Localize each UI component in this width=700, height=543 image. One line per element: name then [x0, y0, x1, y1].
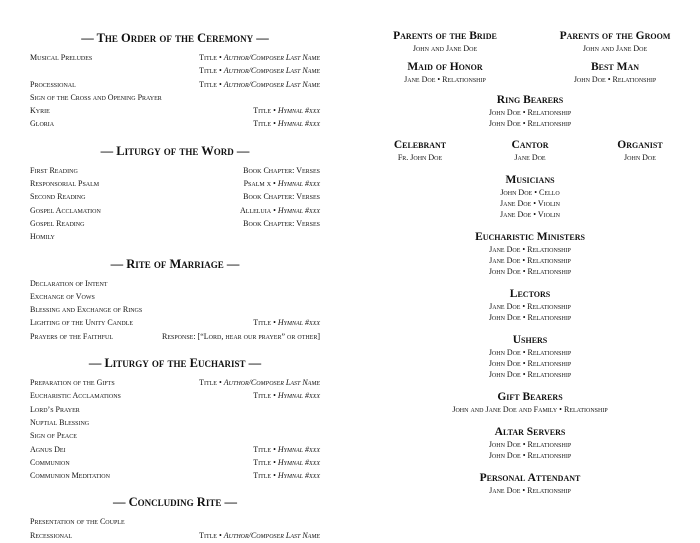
- program-row: [30, 178, 320, 189]
- parents-of-the-groom: [540, 30, 690, 54]
- wedding-party-column: [370, 30, 690, 496]
- eucharistic-ministers: [370, 231, 690, 277]
- role-name: John Doe • Relationship: [488, 440, 572, 449]
- program-item-value: Title • Hymnal #xxx: [253, 119, 320, 129]
- role-name: John Doe • Relationship: [573, 75, 657, 84]
- cantor: [480, 139, 580, 163]
- role-name: John Doe • Relationship: [488, 348, 572, 357]
- program-row: [30, 291, 320, 302]
- section-title: — Rite of Marriage —: [110, 256, 240, 271]
- altar-servers: [370, 426, 690, 461]
- program-item-value: Book Chapter: Verses: [243, 165, 320, 175]
- program-item-label: Gloria: [30, 119, 55, 129]
- program-row: [30, 218, 320, 229]
- program-item-label: Sign of Peace: [30, 431, 77, 441]
- program-item-label: Second Reading: [30, 192, 86, 202]
- program-item-label: Presentation of the Couple: [30, 517, 125, 527]
- role-name: John and Jane Doe and Family • Relationship: [452, 405, 608, 414]
- role-name: Jane Doe • Violin: [500, 210, 560, 219]
- program-item-label: Gospel Acclamation: [30, 205, 101, 215]
- role-name: John Doe: [624, 153, 656, 162]
- program-item-label: Prayers of the Faithful: [30, 331, 114, 341]
- celebrant: [370, 139, 470, 163]
- program-row: [30, 205, 320, 216]
- program-item-label: Lord’s Prayer: [30, 404, 80, 414]
- program-item-label: Musical Preludes: [30, 53, 93, 62]
- role-name: Jane Doe • Relationship: [489, 245, 571, 254]
- section-title: — Liturgy of the Word —: [100, 143, 250, 158]
- program-row: [30, 444, 320, 455]
- role-name: John Doe • Relationship: [488, 451, 572, 460]
- program-item-label: Gospel Reading: [30, 218, 85, 228]
- best-man: [540, 61, 690, 85]
- program-row: [30, 304, 320, 315]
- program-item-label: Exchange of Vows: [30, 291, 95, 301]
- role-heading: Maid of Honor: [407, 61, 483, 73]
- program-row: [30, 530, 320, 541]
- role-name: John Doe • Relationship: [488, 370, 572, 379]
- role-heading: Parents of the Bride: [393, 30, 497, 42]
- role-name: Fr. John Doe: [397, 153, 443, 162]
- program-row: [30, 79, 320, 90]
- program-item-label: Preparation of the Gifts: [30, 378, 115, 388]
- role-heading: Lectors: [509, 288, 551, 300]
- role-heading: Gift Bearers: [497, 391, 563, 403]
- section-title: — The Order of the Ceremony —: [81, 31, 269, 45]
- section-gap: [30, 344, 320, 355]
- program-item-value: Title • Hymnal #xxx: [253, 391, 320, 401]
- program-item-value: Title • Hymnal #xxx: [253, 444, 320, 454]
- program-item-label: Processional: [30, 79, 76, 89]
- program-row: [30, 165, 320, 176]
- program-item-label: Agnus Dei: [30, 444, 66, 454]
- program-row: [30, 231, 320, 242]
- program-row: [30, 331, 320, 342]
- role-name: John and Jane Doe: [582, 44, 648, 53]
- program-row: [30, 516, 320, 527]
- role-name: John and Jane Doe: [412, 44, 478, 53]
- role-heading: Eucharistic Ministers: [475, 231, 585, 243]
- organist: [590, 139, 690, 163]
- program-item-label: Homily: [30, 232, 55, 242]
- role-heading: Celebrant: [393, 139, 447, 151]
- section-gap: [30, 245, 320, 256]
- lectors: [370, 288, 690, 323]
- program-row: [30, 457, 320, 468]
- role-name: Jane Doe • Relationship: [404, 75, 486, 84]
- role-name: John Doe • Relationship: [488, 359, 572, 368]
- program-row: [30, 278, 320, 289]
- order-of-ceremony-column: [30, 30, 320, 543]
- program-row: [30, 404, 320, 415]
- role-name: Jane Doe • Relationship: [489, 486, 571, 495]
- role-name: Jane Doe • Relationship: [489, 302, 571, 311]
- role-name: Jane Doe • Relationship: [489, 256, 571, 265]
- program-item-label: Declaration of Intent: [30, 278, 108, 288]
- role-name: John Doe • Relationship: [488, 313, 572, 322]
- role-heading: Best Man: [590, 61, 640, 73]
- program-item-value: Response: [“Lord, hear our prayer” or other]: [161, 331, 320, 341]
- role-name: Jane Doe: [514, 153, 546, 162]
- program-item-label: Sign of the Cross and Opening Prayer: [30, 92, 162, 102]
- program-item-label: Recessional: [30, 530, 73, 540]
- program-item-value: Title • Hymnal #xxx: [253, 318, 320, 328]
- program-item-label: Nuptial Blessing: [30, 417, 90, 427]
- role-heading: Personal Attendant: [479, 472, 581, 484]
- role-name: John Doe • Relationship: [488, 119, 572, 128]
- role-name: John Doe • Relationship: [488, 267, 572, 276]
- program-item-value: Title • Hymnal #xxx: [253, 106, 320, 116]
- program-item-value: Title • Author/Composer Last Name: [199, 378, 320, 388]
- program-item-label: Eucharistic Acclamations: [30, 391, 121, 401]
- program-row: [30, 191, 320, 202]
- role-name: Jane Doe • Violin: [500, 199, 560, 208]
- program-row: [30, 470, 320, 481]
- section-gap: [30, 132, 320, 143]
- program-item-label: Responsorial Psalm: [30, 179, 100, 189]
- program-item-label: Blessing and Exchange of Rings: [30, 305, 143, 315]
- musicians: [370, 174, 690, 220]
- program-item-label: Lighting of the Unity Candle: [30, 318, 133, 328]
- program-row: [30, 118, 320, 129]
- program-item-value: Book Chapter: Verses: [243, 218, 320, 228]
- program-item-value: Title • Hymnal #xxx: [253, 471, 320, 481]
- program-row: [30, 390, 320, 401]
- role-heading: Musicians: [505, 174, 555, 186]
- role-heading: Cantor: [511, 139, 549, 151]
- program-item-label: Communion Meditation: [30, 471, 110, 481]
- clergy-row: [370, 139, 690, 163]
- program-row: [30, 430, 320, 441]
- program-item-value: Title • Hymnal #xxx: [253, 457, 320, 467]
- program-item-value: Alleluia • Hymnal #xxx: [239, 205, 320, 215]
- parents-row: [370, 30, 690, 54]
- gift-bearers: [370, 391, 690, 415]
- program-row: [30, 92, 320, 103]
- program-item-value: Title • Author/Composer Last Name: [199, 79, 320, 89]
- honor-row: [370, 61, 690, 85]
- role-heading: Organist: [617, 139, 663, 151]
- program-item-value: Book Chapter: Verses: [243, 192, 320, 202]
- role-heading: Ring Bearers: [496, 94, 564, 106]
- section-gap: [30, 483, 320, 494]
- role-heading: Altar Servers: [494, 426, 566, 438]
- program-item-value: Title • Author/Composer Last Name: [199, 66, 320, 76]
- section-title: — Liturgy of the Eucharist —: [88, 356, 262, 371]
- personal-attendant: [370, 472, 690, 496]
- program-item-label: Kyrie: [30, 106, 50, 116]
- program-row: [30, 65, 320, 76]
- program-row: [30, 317, 320, 328]
- program-item-label: Communion: [30, 457, 70, 467]
- program-item-value: Psalm x • Hymnal #xxx: [243, 179, 320, 189]
- program-item-value: Title • Author/Composer Last Name: [199, 53, 320, 62]
- maid-of-honor: [370, 61, 520, 85]
- ushers: [370, 334, 690, 380]
- role-name: John Doe • Cello: [500, 188, 560, 197]
- role-heading: Ushers: [512, 334, 548, 346]
- role-name: John Doe • Relationship: [488, 108, 572, 117]
- section-title: — Concluding Rite —: [113, 495, 237, 510]
- program-item-label: First Reading: [30, 165, 78, 175]
- program-item-value: Title • Author/Composer Last Name: [199, 530, 320, 540]
- parents-of-the-bride: [370, 30, 520, 54]
- ring-bearers: [370, 94, 690, 129]
- role-heading: Parents of the Groom: [559, 30, 671, 42]
- program-row: [30, 377, 320, 388]
- program-row: [30, 417, 320, 428]
- program-row: [30, 105, 320, 116]
- program-row: [30, 52, 320, 63]
